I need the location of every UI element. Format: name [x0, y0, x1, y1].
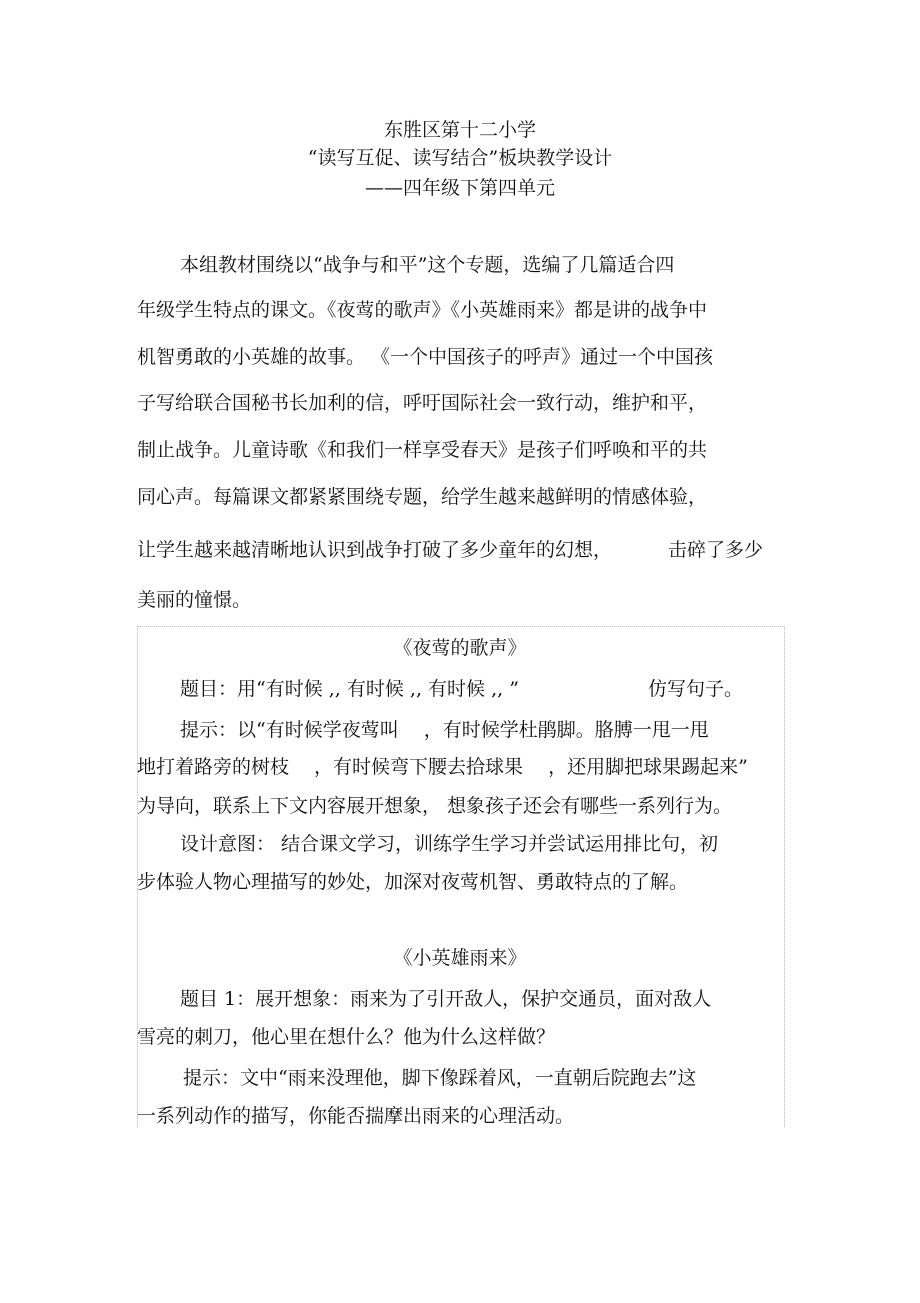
intent-line: 设计意图： 结合课文学习，训练学生学习并尝试运用排比句，初 [180, 833, 719, 855]
hint-line: 提示：以“有时候学夜莺叫 ，有时候学杜鹃脚。胳膊一甩一甩 [180, 719, 709, 741]
task-line: 雪亮的刺刀，他心里在想什么？他为什么这样做？ [137, 1026, 556, 1048]
intro-line: 制止战争。儿童诗歌《和我们一样享受春天》是孩子们呼唤和平的共 [137, 439, 708, 461]
intro-line: 击碎了多少 [668, 539, 764, 561]
hint-line: 提示：文中“雨来没理他，脚下像踩着风，一直朝后院跑去”这 [183, 1067, 697, 1089]
hint-line: 地打着路旁的树枝 ，有时候弯下腰去拾球果 ，还用脚把球果踢起来” [137, 756, 748, 778]
document-title: “读写互促、读写结合”板块教学设计 [307, 147, 613, 169]
task-line: 题目 1：展开想象：雨来为了引开敌人，保护交通员，面对敌人 [180, 988, 712, 1010]
school-name: 东胜区第十二小学 [383, 119, 536, 141]
task-text: 仿写句子。 [648, 678, 744, 700]
section-heading: 《小英雄雨来》 [393, 947, 527, 969]
intro-line: 子写给联合国秘书长加利的信，呼吁国际社会一致行动，维护和平， [137, 392, 708, 414]
intro-line: 美丽的憧憬。 [137, 589, 252, 611]
intro-line: 让学生越来越清晰地认识到战争打破了多少童年的幻想， [137, 539, 613, 561]
document-subtitle: ——四年级下第四单元 [364, 177, 555, 199]
intro-line: 本组教材围绕以“战争与和平”这个专题，选编了几篇适合四 [180, 254, 675, 276]
task-text: 题目：用“有时候 ,, 有时候 ,, 有时候 ,, ” [180, 678, 519, 700]
section-heading: 《夜莺的歌声》 [393, 637, 527, 659]
intro-line: 机智勇敢的小英雄的故事。 《一个中国孩子的呼声》通过一个中国孩 [137, 346, 714, 368]
hint-line: 为导向，联系上下文内容展开想象， 想象孩子还会有哪些一系列行为。 [137, 795, 733, 817]
intro-line: 年级学生特点的课文。《夜莺的歌声》《小英雄雨来》都是讲的战争中 [137, 299, 708, 321]
hint-line: 一系列动作的描写，你能否揣摩出雨来的心理活动。 [137, 1105, 575, 1127]
intent-line: 步体验人物心理描写的妙处，加深对夜莺机智、勇敢特点的了解。 [137, 871, 689, 893]
intro-line: 同心声。每篇课文都紧紧围绕专题，给学生越来越鲜明的情感体验， [137, 486, 708, 508]
